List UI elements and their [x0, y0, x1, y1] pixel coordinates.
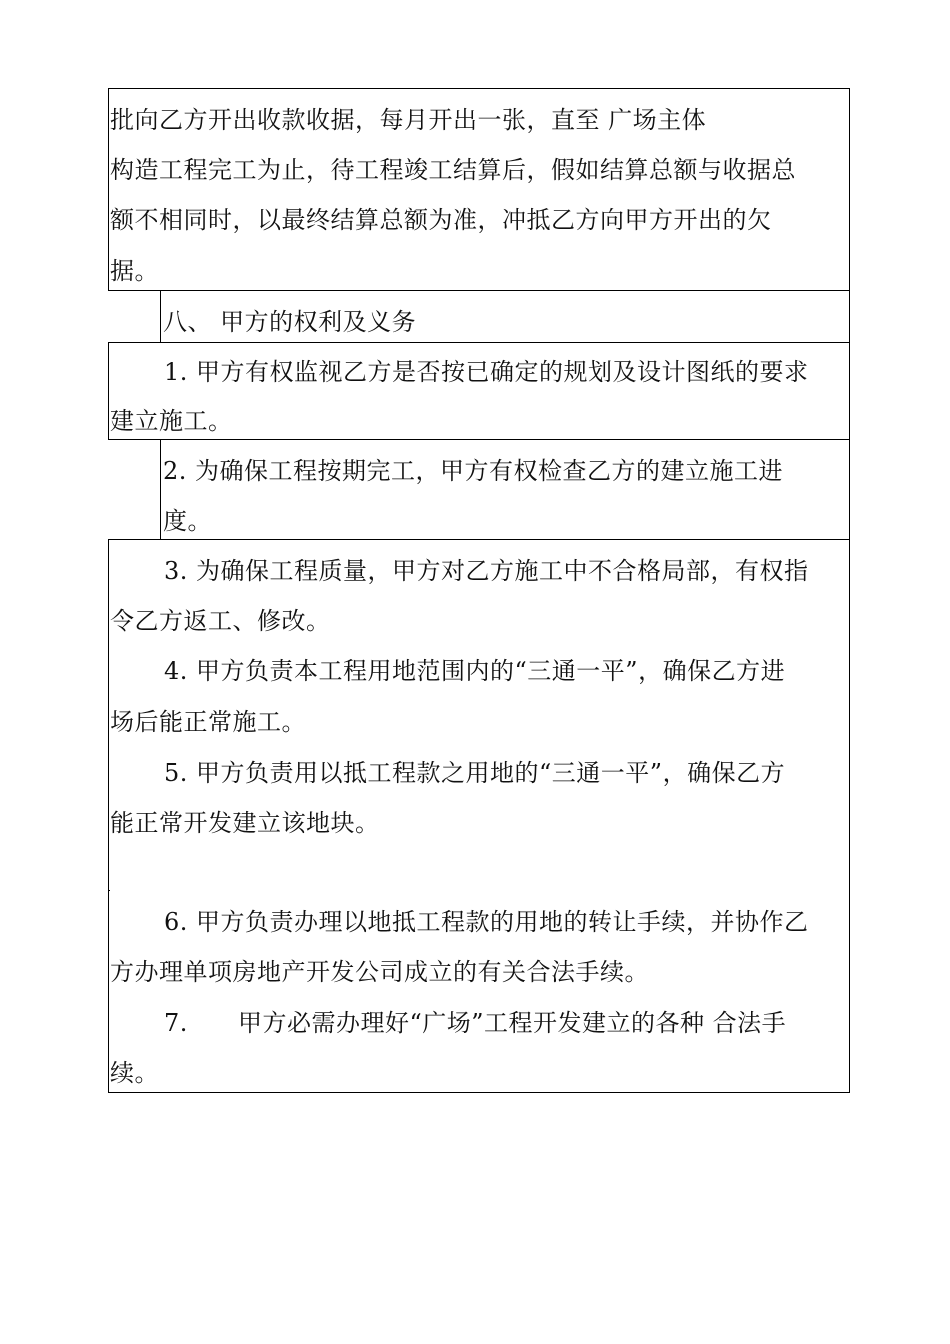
item6-line1: 6. 甲方负责办理以地抵工程款的用地的转让手续，并协作乙	[164, 908, 809, 936]
item1-line2: 建立施工。	[110, 407, 233, 435]
lower-cell-left-border-a	[108, 539, 109, 891]
item4-line1: 4. 甲方负责本工程用地范围内的“三通一平”，确保乙方进	[164, 657, 786, 685]
section8-heading: 八、 甲方的权利及义务	[163, 308, 417, 336]
item2-line2: 度。	[163, 507, 212, 535]
item1-line1: 1. 甲方有权监视乙方是否按已确定的规划及设计图纸的要求	[164, 358, 809, 386]
item2-cell-left-border	[160, 439, 161, 540]
item2-line1: 2. 为确保工程按期完工，甲方有权检查乙方的建立施工进	[163, 457, 784, 485]
table-left-border-upper	[108, 88, 109, 291]
para7-cont-line4: 据。	[110, 257, 159, 285]
item4-line2: 场后能正常施工。	[110, 708, 306, 736]
table-top-border	[108, 88, 850, 89]
item5-line2: 能正常开发建立该地块。	[110, 809, 380, 837]
heading-cell-left-border	[160, 290, 161, 343]
item7-line2: 续。	[110, 1059, 159, 1087]
row-divider-4	[108, 539, 850, 540]
item7-number: 7.	[164, 1009, 188, 1037]
item5-line1: 5. 甲方负责用以抵工程款之用地的“三通一平”，确保乙方	[164, 759, 786, 787]
row-divider-2	[108, 342, 850, 343]
para7-cont-line1: 批向乙方开出收款收据，每月开出一张，直至 广场主体	[110, 106, 707, 134]
lower-cell-left-border-b	[108, 890, 109, 1093]
item7-line1: 甲方必需办理好“广场”工程开发建立的各种 合法手	[238, 1009, 787, 1037]
row-divider-1	[108, 290, 850, 291]
para7-cont-line3: 额不相同时，以最终结算总额为准，冲抵乙方向甲方开出的欠	[110, 206, 772, 234]
table-bottom-border	[108, 1092, 850, 1093]
item3-line2: 令乙方返工、修改。	[110, 607, 331, 635]
item1-cell-left-border	[108, 342, 109, 440]
table-right-border	[849, 88, 850, 1093]
para7-cont-line2: 构造工程完工为止，待工程竣工结算后，假如结算总额与收据总	[110, 156, 796, 184]
item6-line2: 方办理单项房地产开发公司成立的有关合法手续。	[110, 958, 649, 986]
item3-line1: 3. 为确保工程质量，甲方对乙方施工中不合格局部，有权指	[164, 557, 809, 585]
row-divider-3	[108, 439, 850, 440]
